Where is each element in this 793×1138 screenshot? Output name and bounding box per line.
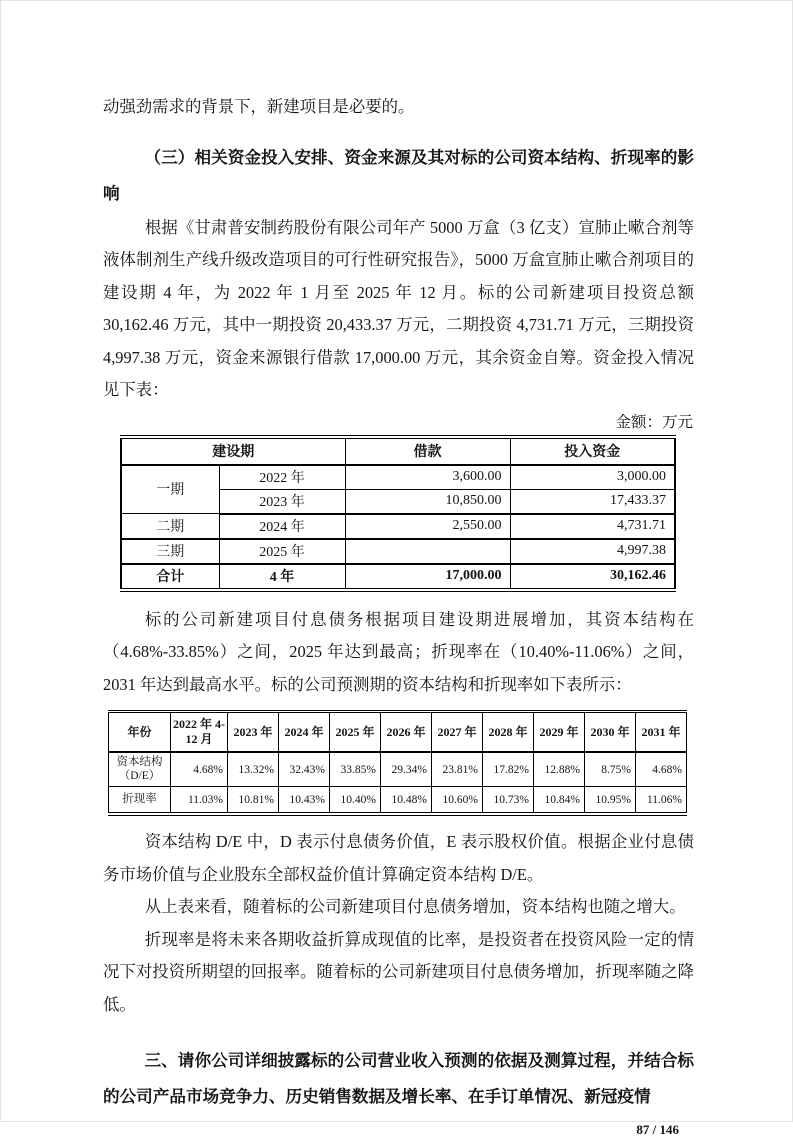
year-2023-cell: 2023 年 xyxy=(219,489,345,514)
total-label-cell: 合计 xyxy=(121,564,219,590)
paragraph-continuation: 动强劲需求的背景下，新建项目是必要的。 xyxy=(103,97,415,116)
dr-2028: 10.73% xyxy=(483,787,534,815)
loan-2024-cell: 2,550.00 xyxy=(345,514,510,539)
paragraph-de-explain: 资本结构 D/E 中，D 表示付息债务价值，E 表示股权价值。根据企业付息债务市场价值与企业股东全部权益价值计算确定资本结构 D/E。 xyxy=(103,832,694,884)
years-header-row xyxy=(109,712,687,753)
header-2024: 2024 年 xyxy=(279,712,330,753)
section-heading-3: （三）相关资金投入安排、资金来源及其对标的公司资本结构、折现率的影响 xyxy=(103,147,694,203)
invest-2023-cell: 17,433.37 xyxy=(510,489,675,514)
loan-2025-cell xyxy=(345,539,510,564)
dr-2026: 10.48% xyxy=(381,787,432,815)
dr-2029: 10.84% xyxy=(534,787,585,815)
paragraph-capital-structure: 标的公司新建项目付息债务根据项目建设期进展增加，其资本结构在（4.68%-33.85%）之间，2025 年达到最高；折现率在（10.40%-11.06%）之间，2031 年达到最高水平。标的公司预测期的资本结构和折现率如下表所示： xyxy=(103,609,694,694)
capital-structure-table xyxy=(108,710,687,816)
de-2025: 33.85% xyxy=(330,752,381,787)
invest-2024-cell: 4,731.71 xyxy=(510,514,675,539)
year-2022-cell: 2022 年 xyxy=(219,465,345,490)
total-invest-cell: 30,162.46 xyxy=(510,564,675,590)
discount-rate-row xyxy=(109,787,687,815)
funding-table xyxy=(120,435,676,592)
loan-2023-cell: 10,850.00 xyxy=(345,489,510,514)
de-2030: 8.75% xyxy=(585,752,636,787)
header-loan: 借款 xyxy=(345,437,510,465)
document-page xyxy=(1,1,792,1138)
capital-structure-row xyxy=(109,752,687,787)
dr-2025: 10.40% xyxy=(330,787,381,815)
dr-2022: 11.03% xyxy=(171,787,228,815)
dr-2031: 11.06% xyxy=(636,787,687,815)
total-years-cell: 4 年 xyxy=(219,564,345,590)
question-3-heading: 三、请你公司详细披露标的公司营业收入预测的依据及测算过程，并结合标的公司产品市场竞争力、历史销售数据及增长率、在手订单情况、新冠疫情 xyxy=(103,1051,694,1106)
paragraph-discount-explain: 折现率是将未来各期收益折算成现值的比率，是投资者在投资风险一定的情况下对投资所期望的回报率。随着标的公司新建项目付息债务增加，折现率随之降低。 xyxy=(103,929,694,1014)
de-2031: 4.68% xyxy=(636,752,687,787)
header-2026: 2026 年 xyxy=(381,712,432,753)
header-2027: 2027 年 xyxy=(432,712,483,753)
invest-2025-cell: 4,997.38 xyxy=(510,539,675,564)
dr-2023: 10.81% xyxy=(228,787,279,815)
de-2028: 17.82% xyxy=(483,752,534,787)
table-row xyxy=(121,465,675,490)
header-2030: 2030 年 xyxy=(585,712,636,753)
table-total-row xyxy=(121,564,675,590)
header-year-label: 年份 xyxy=(109,712,171,753)
table-row xyxy=(121,514,675,539)
loan-2022-cell: 3,600.00 xyxy=(345,465,510,490)
de-2023: 13.32% xyxy=(228,752,279,787)
header-2022: 2022 年 4-12 月 xyxy=(171,712,228,753)
year-2024-cell: 2024 年 xyxy=(219,514,345,539)
phase-3-cell: 三期 xyxy=(121,539,219,564)
discount-row-label: 折现率 xyxy=(109,787,171,815)
paragraph-funding: 根据《甘肃普安制药股份有限公司年产 5000 万盒（3 亿支）宣肺止嗽合剂等液体制剂生产线升级改造项目的可行性研究报告》，5000 万盒宣肺止嗽合剂项目的建设期 4 年，为 2022 年 1 月至 2025 年 12 月。标的公司新建项目投资总额 30,162.46 万元，其中一期投资 20,433.37 万元，二期投资 4,731.71 万元，三期投资 4,997.38 万元，资金来源银行借款 17,000.00 万元，其余资金自筹。资金投入情况见下表： xyxy=(103,217,694,399)
table-row xyxy=(121,539,675,564)
total-loan-cell: 17,000.00 xyxy=(345,564,510,590)
header-invest: 投入资金 xyxy=(510,437,675,465)
year-2025-cell: 2025 年 xyxy=(219,539,345,564)
paragraph-de-conclusion: 从上表来看，随着标的公司新建项目付息债务增加，资本结构也随之增大。 xyxy=(144,897,686,916)
de-2027: 23.81% xyxy=(432,752,483,787)
header-2025: 2025 年 xyxy=(330,712,381,753)
de-2029: 12.88% xyxy=(534,752,585,787)
phase-2-cell: 二期 xyxy=(121,514,219,539)
table-unit-label: 金额：万元 xyxy=(615,413,693,431)
de-2022: 4.68% xyxy=(171,752,228,787)
header-2023: 2023 年 xyxy=(228,712,279,753)
dr-2027: 10.60% xyxy=(432,787,483,815)
de-2024: 32.43% xyxy=(279,752,330,787)
funding-table-header-row xyxy=(121,437,675,465)
capital-structure-table-wrap xyxy=(103,710,694,816)
dr-2030: 10.95% xyxy=(585,787,636,815)
invest-2022-cell: 3,000.00 xyxy=(510,465,675,490)
de-row-label: 资本结构（D/E） xyxy=(109,752,171,787)
phase-1-cell: 一期 xyxy=(121,465,219,514)
header-2031: 2031 年 xyxy=(636,712,687,753)
header-2028: 2028 年 xyxy=(483,712,534,753)
header-2029: 2029 年 xyxy=(534,712,585,753)
page-number: 87 / 146 xyxy=(636,1122,679,1137)
de-2026: 29.34% xyxy=(381,752,432,787)
dr-2024: 10.43% xyxy=(279,787,330,815)
header-build-period: 建设期 xyxy=(121,437,345,465)
